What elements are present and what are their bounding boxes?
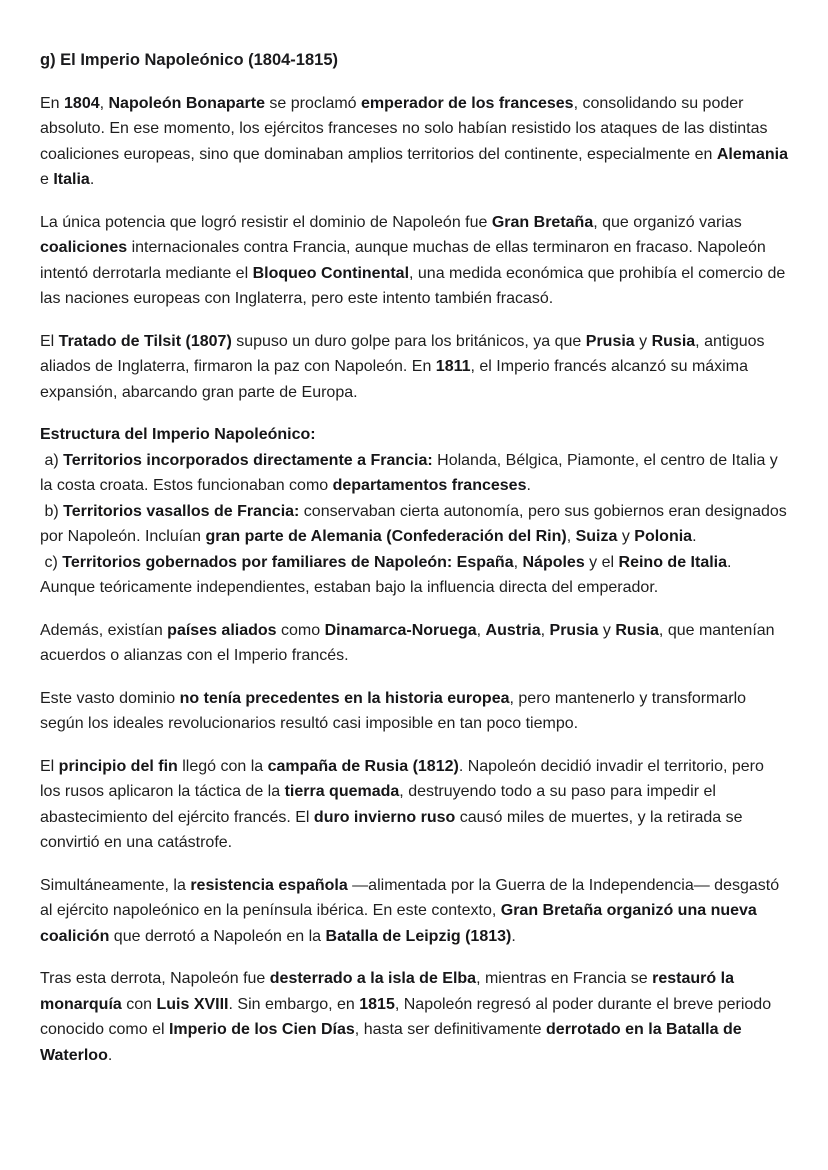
para-paises-aliados bbox=[40, 618, 788, 669]
text-run-bold: países aliados bbox=[167, 621, 277, 639]
text-run: La única potencia que logró resistir el dominio de Napoleón fue bbox=[40, 213, 492, 231]
text-run-bold: Batalla de Leipzig (1813) bbox=[325, 927, 512, 945]
text-run-bold: gran parte de Alemania (Confederación del Rin) bbox=[205, 528, 567, 545]
para-tratado-tilsit bbox=[40, 329, 788, 406]
text-run: . bbox=[107, 1046, 113, 1064]
text-run: . bbox=[692, 528, 697, 545]
text-run: , bbox=[99, 94, 109, 112]
text-run: , consolidando su poder absoluto. En ese momento, los ejércitos franceses no solo habían resistido los ataques de las distintas coaliciones europeas, sino que dominaban amplios territorios del continente, especialmente en bbox=[40, 94, 772, 163]
text-run-bold: Estructura del Imperio Napoleónico: bbox=[40, 426, 316, 443]
text-run-bold: Luis XVIII bbox=[156, 995, 229, 1013]
text-run-bold: 1804 bbox=[64, 94, 100, 112]
text-run: se proclamó bbox=[264, 94, 362, 112]
text-run-bold: campaña de Rusia (1812) bbox=[267, 757, 459, 775]
text-run: Además, existían bbox=[40, 621, 168, 639]
text-run-bold: 1815 bbox=[359, 995, 395, 1013]
text-run: y bbox=[617, 528, 635, 545]
text-run: que derrotó a Napoleón en la bbox=[109, 927, 326, 945]
text-run-bold: 1811 bbox=[435, 358, 471, 375]
text-run: como bbox=[276, 621, 325, 639]
text-run: . Sin embargo, en bbox=[228, 995, 360, 1013]
text-run: . Aunque teóricamente independientes, estaban bajo la influencia directa del emperador. bbox=[40, 553, 736, 596]
text-run-bold: Austria bbox=[485, 621, 541, 639]
text-run-bold: Rusia bbox=[615, 621, 659, 639]
text-run: supuso un duro golpe para los británicos, ya que bbox=[231, 332, 586, 350]
para-campana-rusia bbox=[40, 754, 788, 856]
text-run-bold: Tratado de Tilsit (1807) bbox=[58, 332, 232, 350]
text-run: , una medida económica que prohibía el comercio de las naciones europeas con Inglaterra, pero este intento también fracasó. bbox=[40, 264, 790, 307]
text-run-bold: emperador de los franceses bbox=[361, 94, 574, 112]
text-run: , mientras en Francia se bbox=[476, 970, 653, 987]
text-run: , el Imperio francés alcanzó su máxima expansión, abarcando gran parte de Europa. bbox=[40, 358, 753, 401]
text-run: a) bbox=[40, 451, 64, 469]
text-run-bold: Imperio de los Cien Días bbox=[168, 1021, 355, 1038]
text-run: , bbox=[476, 621, 486, 639]
text-run-bold: Nápoles bbox=[522, 553, 585, 571]
text-run: con bbox=[121, 995, 157, 1013]
text-run-bold: Suiza bbox=[575, 528, 618, 545]
text-run-bold: Dinamarca-Noruega bbox=[324, 621, 477, 639]
text-run: y bbox=[598, 621, 616, 639]
document-body bbox=[40, 91, 793, 1069]
text-run: y el bbox=[584, 553, 619, 571]
text-run-bold: Italia bbox=[53, 171, 90, 188]
text-run-bold: coaliciones bbox=[40, 239, 128, 256]
text-run-bold: Rusia bbox=[651, 332, 696, 350]
para-caida-napoleon bbox=[40, 966, 788, 1068]
text-run-bold: Territorios gobernados por familiares de Napoleón: España bbox=[62, 553, 514, 571]
text-run: , Napoleón regresó al poder durante el breve periodo conocido como el bbox=[40, 995, 776, 1038]
para-dominio-sin-precedentes bbox=[40, 686, 788, 737]
text-run-bold: Alemania bbox=[716, 145, 788, 163]
text-run: internacionales contra Francia, aunque muchas de ellas terminaron en fracaso. Napoleón intentó derrotarla mediante el bbox=[40, 239, 771, 282]
text-run-bold: Prusia bbox=[585, 332, 635, 350]
text-run-bold: Prusia bbox=[549, 621, 599, 639]
text-run: . bbox=[526, 477, 531, 494]
text-run: , bbox=[566, 528, 576, 545]
text-run: Simultáneamente, la bbox=[40, 876, 191, 894]
text-run-bold: Gran Bretaña organizó una nueva coalición bbox=[40, 902, 762, 945]
text-run: , bbox=[540, 621, 550, 639]
text-run: e bbox=[40, 145, 793, 188]
text-run-bold: Gran Bretaña bbox=[491, 213, 594, 231]
text-run-bold: no tenía precedentes en la historia europea bbox=[179, 689, 510, 707]
text-run: En bbox=[40, 94, 65, 112]
para-gran-bretana-bloqueo bbox=[40, 210, 788, 312]
text-run-bold: resistencia española bbox=[190, 876, 348, 894]
text-run-bold: tierra quemada bbox=[284, 783, 400, 800]
text-run: , pero mantenerlo y transformarlo según los ideales revolucionarios resultó casi imposible en tan poco tiempo. bbox=[40, 689, 751, 732]
page-title: g) El Imperio Napoleónico (1804-1815) bbox=[40, 51, 338, 69]
text-run-bold: Bloqueo Continental bbox=[252, 264, 410, 282]
para-resistencia-espanola bbox=[40, 873, 788, 950]
text-run: , antiguos aliados de Inglaterra, firmaron la paz con Napoleón. En bbox=[40, 332, 770, 375]
text-run: , que organizó varias bbox=[593, 213, 747, 231]
text-run: causó miles de muertes, y la retirada se convirtió en una catástrofe. bbox=[40, 808, 747, 851]
text-run: llegó con la bbox=[177, 757, 268, 775]
text-run: . Napoleón decidió invadir el territorio, pero los rusos aplicaron la táctica de la bbox=[40, 757, 769, 800]
text-run: conservaban cierta autonomía, pero sus gobiernos eran designados por Napoleón. Incluían bbox=[40, 502, 792, 545]
text-run: —alimentada por la Guerra de la Independencia— desgastó al ejército napoleónico en la península ibérica. En este contexto, bbox=[40, 876, 784, 919]
text-run: , bbox=[513, 553, 523, 571]
text-run: , hasta ser definitivamente bbox=[354, 1021, 547, 1038]
text-run: Este vasto dominio bbox=[40, 689, 180, 707]
text-run: y bbox=[634, 332, 652, 350]
text-run-bold: desterrado a la isla de Elba bbox=[269, 970, 477, 987]
text-run: , que mantenían acuerdos o alianzas con el Imperio francés. bbox=[40, 621, 780, 664]
text-run-bold: duro invierno ruso bbox=[313, 808, 456, 826]
text-run: El bbox=[40, 757, 59, 775]
para-proclamacion-imperio bbox=[40, 91, 793, 193]
text-run-bold: restauró la monarquía bbox=[40, 970, 739, 1013]
text-run-bold: Territorios vasallos de Francia: bbox=[63, 502, 300, 520]
text-run: Tras esta derrota, Napoleón fue bbox=[40, 970, 270, 987]
text-run: . bbox=[89, 171, 95, 188]
text-run-bold: Reino de Italia bbox=[618, 553, 727, 571]
text-run: . bbox=[511, 927, 516, 945]
text-run: c) bbox=[40, 553, 63, 571]
text-run: , destruyendo todo a su paso para impedir el abastecimiento del ejército francés. El bbox=[40, 783, 721, 826]
text-run-bold: departamentos franceses bbox=[332, 477, 527, 494]
text-run-bold: Polonia bbox=[634, 528, 693, 545]
text-run-bold: Territorios incorporados directamente a Francia: bbox=[63, 451, 433, 469]
text-run-bold: derrotado en la Batalla de Waterloo bbox=[40, 1021, 747, 1064]
text-run-bold: principio del fin bbox=[58, 757, 178, 775]
text-run: Holanda, Bélgica, Piamonte, el centro de Italia y la costa croata. Estos funcionaban como bbox=[40, 451, 783, 494]
text-run: El bbox=[40, 332, 59, 350]
text-run: b) bbox=[40, 502, 64, 520]
para-estructura-imperio bbox=[40, 422, 792, 601]
text-run-bold: Napoleón Bonaparte bbox=[108, 94, 265, 112]
